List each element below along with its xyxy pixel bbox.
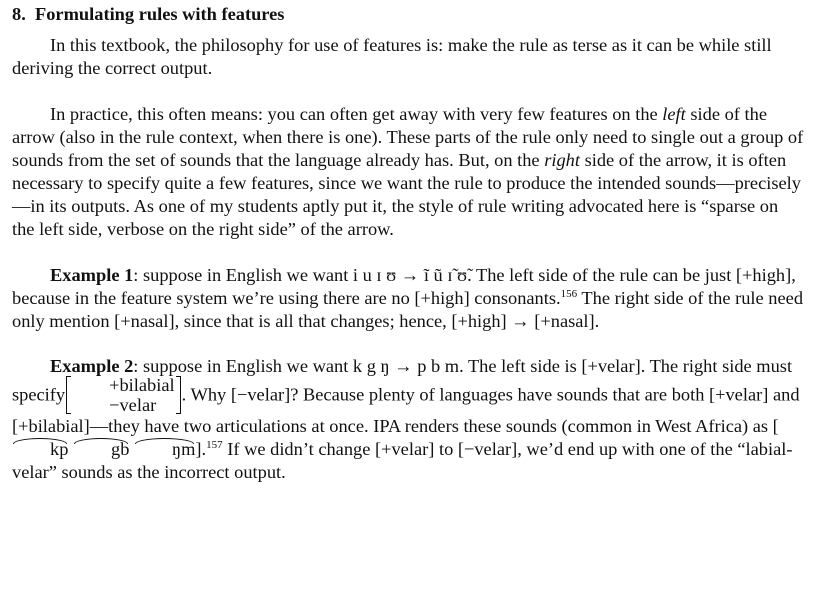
section-number: 8. — [12, 4, 26, 24]
feature-bilabial: +bilabial — [109, 375, 175, 395]
labial-velar-nm: ŋm — [134, 438, 195, 461]
feature-velar: −velar — [109, 395, 157, 415]
section-title: Formulating rules with features — [35, 4, 285, 24]
example-1: Example 1: suppose in English we want i u ɪ ʊ → ĩ ũ ɪ̃ ʊ̃. The left side of the rule can be just [+high], because in the feature system we’re using there are no [+high] consonants.$^{156}$ The right side of the rule need only mention [+nasal], since that is all that changes; hence, [+high] → [+nasal]. — [12, 265, 804, 331]
footnote-156: 156 — [560, 288, 578, 300]
example-1-label: Example 1 — [50, 265, 134, 285]
emphasis-right: right — [544, 150, 580, 170]
emphasis-left: left — [662, 104, 686, 124]
labial-velar-kp: kp — [12, 438, 68, 461]
example-2-label: Example 2 — [50, 356, 134, 376]
labial-velar-gb: gb — [73, 438, 129, 461]
feature-matrix — [66, 375, 181, 415]
section-heading — [12, 3, 805, 26]
paragraph-practice: In practice, this often means: you can often get away with very few features on the left side of the arrow (also in the rule context, when there is one). These parts of the rule only need to single out a group of sounds from the set of sounds that the language already has. But, on the right side of the arrow, it is often necessary to specify quite a few features, since we want the rule to produce the intended sounds—precisely—in its outputs. As one of my students aptly put it, the style of rule writing advocated here is “sparse on the left side, verbose on the right side” of the arrow. — [12, 104, 804, 239]
example-2: Example 2: suppose in English we want k g ŋ → p b m. The left side is [+velar]. The right side must specify +bilabial −velar . Why [−velar]? Because plenty of languages have sounds that are both [+velar] and [+bilabial]—they have two articulations at once. IPA renders these sounds (common in West Africa) as [kp gb ŋm].$^{157}$ If we didn’t change [+velar] to [−velar], we’d end up with one of the “labial-velar” sounds as the incorrect output. — [12, 356, 800, 482]
paragraph-philosophy: In this textbook, the philosophy for use of features is: make the rule as terse as it can be while still deriving the correct output. — [12, 35, 772, 78]
footnote-157: 157 — [206, 439, 223, 451]
